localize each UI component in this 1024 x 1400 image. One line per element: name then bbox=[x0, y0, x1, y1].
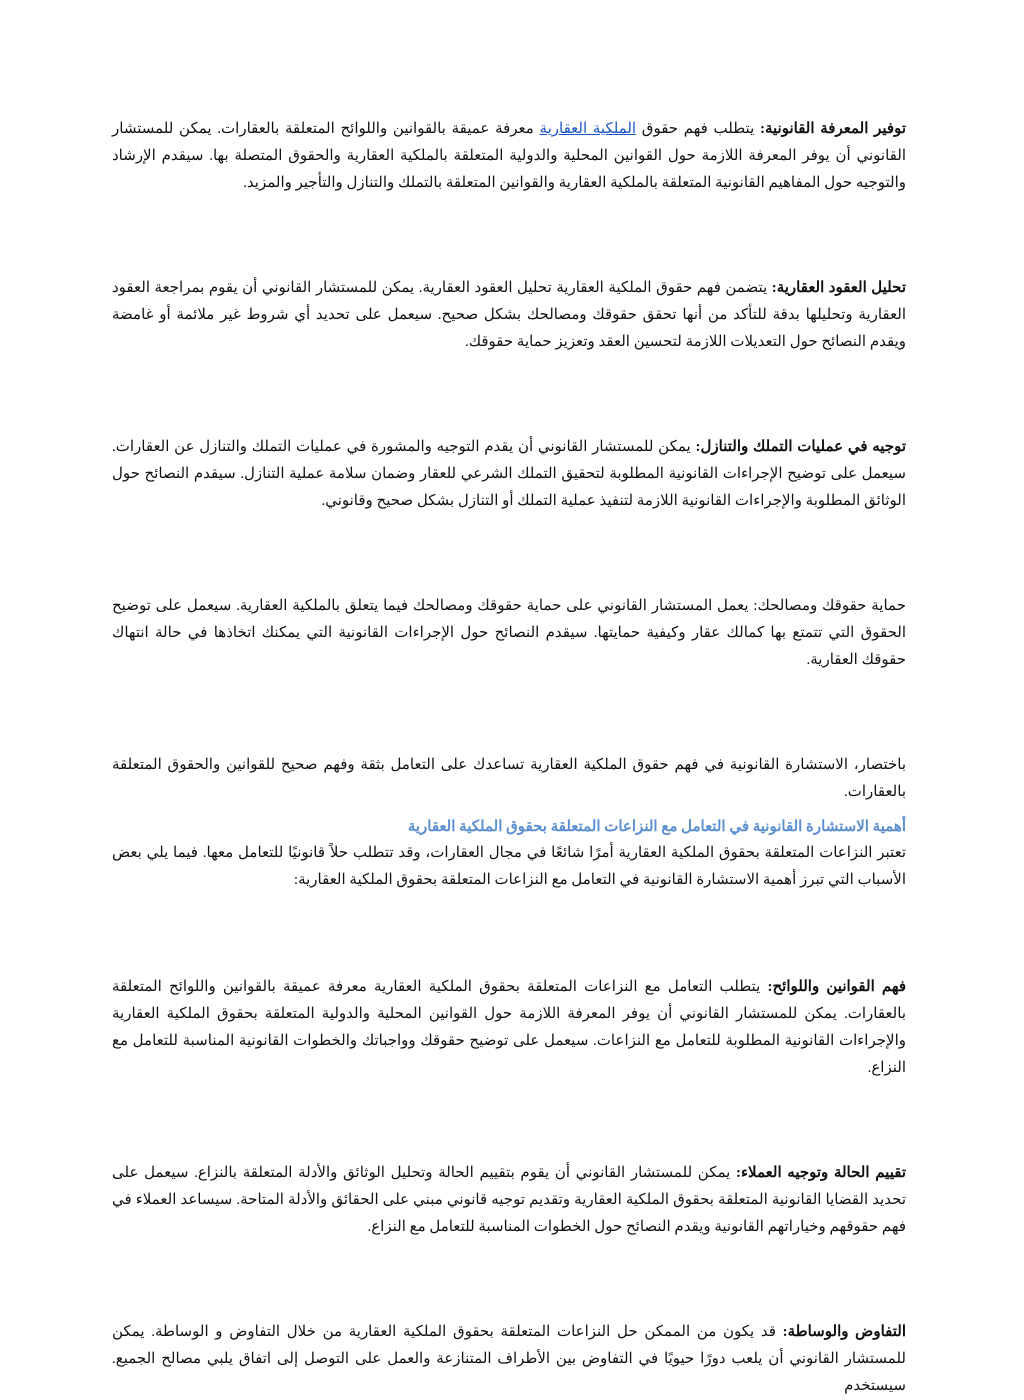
spacer bbox=[112, 894, 906, 974]
spacer bbox=[112, 806, 906, 814]
paragraph-text: يتطلب فهم حقوق bbox=[636, 121, 760, 137]
paragraph-case-assessment bbox=[112, 1160, 906, 1241]
paragraph-summary bbox=[112, 752, 906, 806]
paragraph-text: يمكن للمستشار القانوني أن يقوم بتقييم الحالة وتحليل الوثائق والأدلة المتعلقة بالنزاع. سيعمل على تحديد القضايا القانونية المتعلقة بحقوق الملكية العقارية وتقديم توجيه قانوني مبني على الحقائق والأدلة المتاحة. سيساعد العملاء في فهم حقوقهم وخياراتهم القانونية ويقدم النصائح حول الخطوات المناسبة للتعامل مع النزاع. bbox=[112, 1165, 906, 1235]
paragraph-text: يمكن للمستشار القانوني أن يقدم التوجيه والمشورة في عمليات التملك والتنازل عن العقارات. سيعمل على توضيح الإجراءات القانونية المطلوبة لتحقيق التملك الشرعي للعقار وضمان سلامة عملية التنازل. سيقدم النصائح حول الوثائق المطلوبة والإجراءات القانونية اللازمة لتنفيذ عملية التملك أو التنازل بشكل صحيح وقانوني. bbox=[112, 439, 906, 509]
paragraph-text: يتطلب التعامل مع النزاعات المتعلقة بحقوق الملكية العقارية معرفة عميقة بالقوانين واللوائح المتعلقة بالعقارات. يمكن للمستشار القانوني أن يوفر المعرفة اللازمة حول القوانين المحلية والدولية المتعلقة بحقوق الملكية العقارية والإجراءات القانونية المطلوبة للتعامل مع النزاعات. سيعمل على توضيح حقوقك وواجباتك والخطوات القانونية المناسبة للتعامل مع النزاع. bbox=[112, 979, 906, 1076]
paragraph-disputes-intro bbox=[112, 840, 906, 894]
paragraph-legal-knowledge bbox=[112, 116, 906, 197]
paragraph-title: توجيه في عمليات التملك والتنازل: bbox=[695, 439, 907, 455]
spacer bbox=[112, 197, 906, 275]
paragraph-title: توفير المعرفة القانونية: bbox=[759, 121, 907, 137]
spacer bbox=[112, 674, 906, 752]
paragraph-title: فهم القوانين واللوائح: bbox=[767, 979, 907, 995]
paragraph-title: تقييم الحالة وتوجيه العملاء: bbox=[736, 1165, 906, 1181]
paragraph-ownership-guidance bbox=[112, 434, 906, 515]
paragraph-laws-regulations bbox=[112, 974, 906, 1082]
paragraph-negotiation-mediation bbox=[112, 1319, 906, 1400]
paragraph-title: التفاوض والوساطة: bbox=[782, 1324, 906, 1340]
section-heading: أهمية الاستشارة القانونية في التعامل مع النزاعات المتعلقة بحقوق الملكية العقارية bbox=[407, 819, 906, 835]
paragraph-text: معرفة عميقة بالقوانين واللوائح المتعلقة بالعقارات. يمكن للمستشار القانوني أن يوفر المعرفة اللازمة حول القوانين المحلية والدولية المتعلقة بالملكية العقارية والحقوق المتصلة بها. سيقدم الإرشاد والتوجيه حول المفاهيم القانونية المتعلقة بالملكية العقارية والقوانين المتعلقة بالتملك والتنازل والتأجير والمزيد. bbox=[112, 121, 906, 191]
spacer bbox=[112, 356, 906, 434]
paragraph-title: تحليل العقود العقارية: bbox=[771, 280, 906, 296]
paragraph-text: تعتبر النزاعات المتعلقة بحقوق الملكية العقارية أمرًا شائعًا في مجال العقارات، وقد تتطلب حلاً قانونيًا للتعامل معها. فيما يلي بعض الأسباب التي تبرز أهمية الاستشارة القانونية في التعامل مع النزاعات المتعلقة بحقوق الملكية العقارية: bbox=[112, 845, 906, 888]
paragraph-text: حماية حقوقك ومصالحك: يعمل المستشار القانوني على حماية حقوقك ومصالحك فيما يتعلق بالملكية العقارية. سيعمل على توضيح الحقوق التي تتمتع بها كمالك عقار وكيفية حمايتها. سيقدم النصائح حول الإجراءات القانونية التي يمكنك اتخاذها في حالة انتهاك حقوقك العقارية. bbox=[112, 598, 906, 668]
paragraph-contract-analysis bbox=[112, 275, 906, 356]
spacer bbox=[112, 1241, 906, 1319]
spacer bbox=[112, 515, 906, 593]
paragraph-text: قد يكون من الممكن حل النزاعات المتعلقة بحقوق الملكية العقارية من خلال التفاوض و الوساطة. يمكن للمستشار القانوني أن يلعب دورًا حيويًا في التفاوض بين الأطراف المتنازعة والعمل على التوصل إلى اتفاق يلبي مصالح الجميع. سيستخدم bbox=[112, 1324, 906, 1394]
document-body bbox=[112, 116, 906, 1400]
real-estate-ownership-link[interactable]: الملكية العقارية bbox=[539, 121, 637, 137]
spacer bbox=[112, 1082, 906, 1160]
paragraph-text: باختصار، الاستشارة القانونية في فهم حقوق الملكية العقارية تساعدك على التعامل بثقة وفهم صحيح للقوانين والحقوق المتعلقة بالعقارات. bbox=[112, 757, 906, 800]
paragraph-rights-protection bbox=[112, 593, 906, 674]
paragraph-text: يتضمن فهم حقوق الملكية العقارية تحليل العقود العقارية. يمكن للمستشار القانوني أن يقوم بمراجعة العقود العقارية وتحليلها بدقة للتأكد من أنها تحقق حقوقك ومصالحك بشكل صحيح. سيعمل على تحديد أي شروط غير ملائمة أو غامضة ويقدم النصائح حول التعديلات اللازمة لتحسين العقد وتعزيز حماية حقوقك. bbox=[112, 280, 906, 350]
